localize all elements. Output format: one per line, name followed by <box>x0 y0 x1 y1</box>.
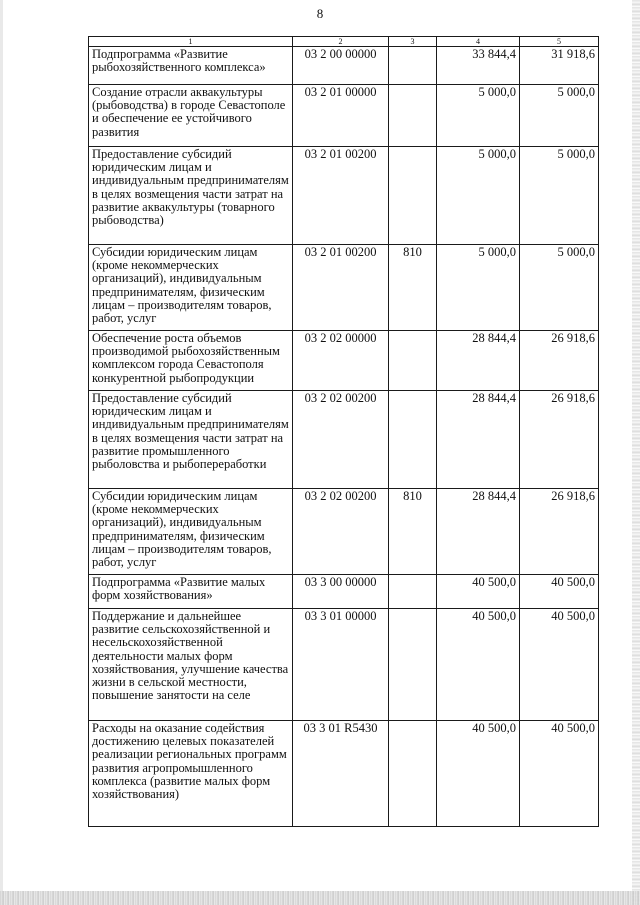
row-name: Поддержание и дальнейшее развитие сельскохозяйственной и несельскохозяйственной деятельности малых форм хозяйствования, улучшение качества жизни в сельской местности, повышение занятости на селе <box>89 609 293 721</box>
row-target-code: 03 2 02 00200 <box>293 391 389 489</box>
row-amount-2: 40 500,0 <box>520 575 599 609</box>
row-name: Субсидии юридическим лицам (кроме некоммерческих организаций), индивидуальным предпринимателям, физическим лицам – производителям товаров, работ, услуг <box>89 245 293 331</box>
table-row <box>89 85 599 147</box>
scan-edge-left <box>0 0 3 905</box>
row-target-code: 03 2 02 00000 <box>293 331 389 391</box>
row-amount-1: 28 844,4 <box>437 489 520 575</box>
row-expense-type <box>389 47 437 85</box>
row-amount-2: 40 500,0 <box>520 721 599 827</box>
row-target-code: 03 2 02 00200 <box>293 489 389 575</box>
row-target-code: 03 3 01 R5430 <box>293 721 389 827</box>
row-name: Субсидии юридическим лицам (кроме некоммерческих организаций), индивидуальным предпринимателям, физическим лицам – производителям товаров, работ, услуг <box>89 489 293 575</box>
table-row <box>89 489 599 575</box>
table-row <box>89 147 599 245</box>
row-name: Обеспечение роста объемов производимой рыбохозяйственным комплексом города Севастополя конкурентной рыбопродукции <box>89 331 293 391</box>
row-amount-1: 5 000,0 <box>437 245 520 331</box>
table-row <box>89 331 599 391</box>
row-name: Предоставление субсидий юридическим лицам и индивидуальным предпринимателям в целях возмещения части затрат на развитие промышленного рыболовства и рыбопереработки <box>89 391 293 489</box>
row-name: Создание отрасли аквакультуры (рыбоводства) в городе Севастополе и обеспечение ее устойчивого развития <box>89 85 293 147</box>
budget-table <box>88 36 599 827</box>
table-row <box>89 721 599 827</box>
row-name: Подпрограмма «Развитие малых форм хозяйствования» <box>89 575 293 609</box>
row-amount-1: 5 000,0 <box>437 85 520 147</box>
column-header-2: 2 <box>293 37 389 47</box>
table-row <box>89 609 599 721</box>
column-header-4: 4 <box>437 37 520 47</box>
row-expense-type <box>389 147 437 245</box>
row-target-code: 03 2 00 00000 <box>293 47 389 85</box>
row-expense-type <box>389 575 437 609</box>
row-expense-type: 810 <box>389 245 437 331</box>
row-amount-2: 26 918,6 <box>520 391 599 489</box>
column-header-3: 3 <box>389 37 437 47</box>
row-target-code: 03 2 01 00000 <box>293 85 389 147</box>
row-amount-2: 40 500,0 <box>520 609 599 721</box>
row-name: Расходы на оказание содействия достижению целевых показателей реализации региональных программ развития агропромышленного комплекса (развитие малых форм хозяйствования) <box>89 721 293 827</box>
row-target-code: 03 2 01 00200 <box>293 245 389 331</box>
table-row <box>89 245 599 331</box>
row-target-code: 03 2 01 00200 <box>293 147 389 245</box>
row-amount-1: 40 500,0 <box>437 609 520 721</box>
row-amount-2: 5 000,0 <box>520 147 599 245</box>
row-amount-2: 5 000,0 <box>520 85 599 147</box>
scan-edge-right <box>632 0 640 905</box>
row-target-code: 03 3 00 00000 <box>293 575 389 609</box>
row-amount-2: 5 000,0 <box>520 245 599 331</box>
row-amount-1: 28 844,4 <box>437 331 520 391</box>
row-expense-type <box>389 721 437 827</box>
row-amount-1: 33 844,4 <box>437 47 520 85</box>
row-name: Подпрограмма «Развитие рыбохозяйственного комплекса» <box>89 47 293 85</box>
table-row <box>89 47 599 85</box>
row-amount-2: 31 918,6 <box>520 47 599 85</box>
row-target-code: 03 3 01 00000 <box>293 609 389 721</box>
table-header-row <box>89 37 599 47</box>
row-amount-1: 28 844,4 <box>437 391 520 489</box>
row-amount-1: 40 500,0 <box>437 721 520 827</box>
column-header-5: 5 <box>520 37 599 47</box>
row-amount-2: 26 918,6 <box>520 331 599 391</box>
row-expense-type <box>389 331 437 391</box>
row-expense-type <box>389 85 437 147</box>
row-amount-1: 5 000,0 <box>437 147 520 245</box>
scan-edge-bottom <box>0 891 640 905</box>
row-expense-type <box>389 609 437 721</box>
page-number: 8 <box>316 6 324 21</box>
row-expense-type <box>389 391 437 489</box>
row-name: Предоставление субсидий юридическим лицам и индивидуальным предпринимателям в целях возмещения части затрат на развитие аквакультуры (товарного рыбоводства) <box>89 147 293 245</box>
column-header-1: 1 <box>89 37 293 47</box>
table-row <box>89 391 599 489</box>
row-amount-1: 40 500,0 <box>437 575 520 609</box>
row-amount-2: 26 918,6 <box>520 489 599 575</box>
table-row <box>89 575 599 609</box>
row-expense-type: 810 <box>389 489 437 575</box>
